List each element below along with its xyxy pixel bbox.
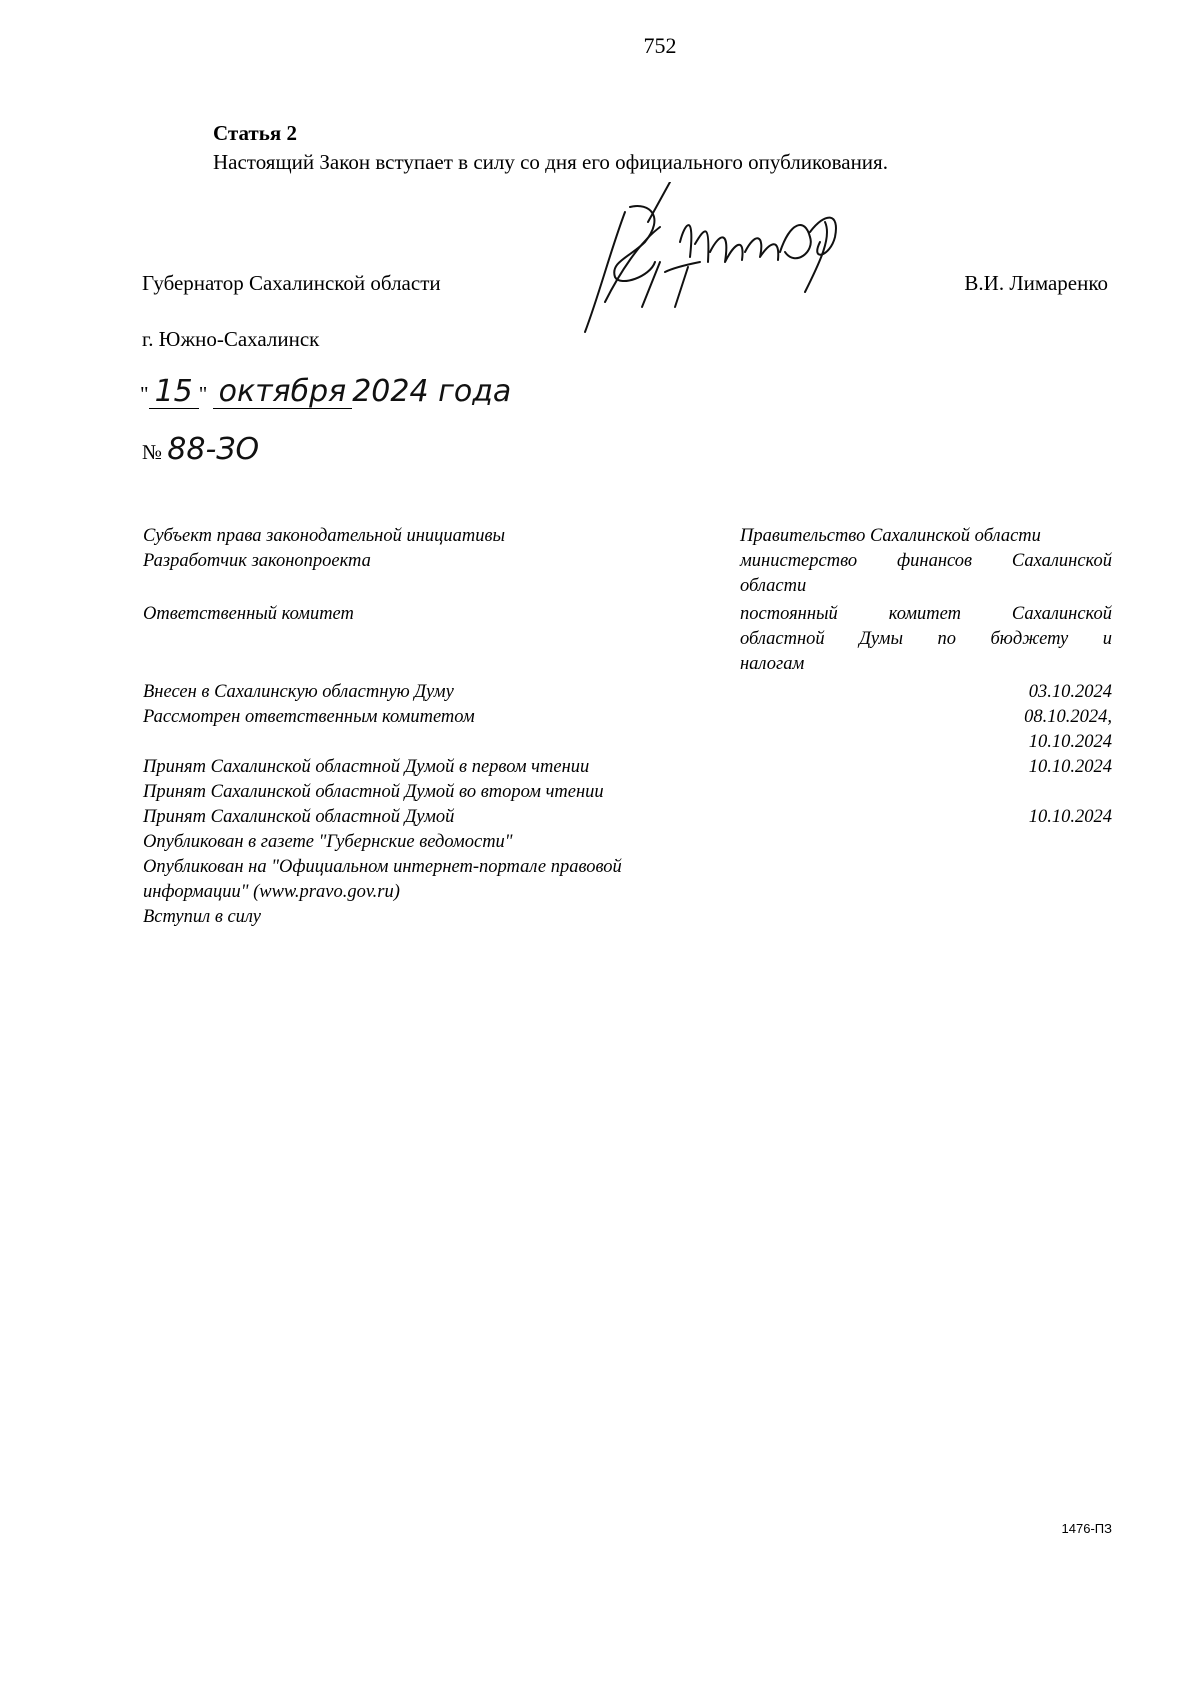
developer-value-line1: министерство финансов Сахалинской: [740, 551, 1112, 571]
date-month: октября: [213, 376, 353, 409]
first-reading-date: 10.10.2024: [1028, 757, 1112, 777]
law-number: [142, 432, 259, 467]
signature-image: [570, 182, 890, 372]
date-quote-close: ": [198, 382, 208, 406]
signer-name: В.И. Лимаренко: [964, 271, 1108, 295]
document-code: 1476-ПЗ: [1061, 1521, 1112, 1536]
subject-label: Субъект права законодательной инициативы: [143, 526, 506, 546]
reviewed-label: Рассмотрен ответственным комитетом: [143, 707, 475, 727]
article-heading: Статья 2: [213, 121, 297, 145]
committee-value-line2: областной Думы по бюджету и: [740, 629, 1112, 649]
signer-position: Губернатор Сахалинской области: [142, 271, 441, 295]
developer-label: Разработчик законопроекта: [143, 551, 371, 571]
committee-value-line3: налогам: [740, 654, 805, 674]
published-portal-label-line2: информации" (www.pravo.gov.ru): [143, 882, 400, 902]
published-portal-label-line1: Опубликован на "Официальном интернет-портале правовой: [143, 857, 622, 877]
date-year: 2024 года: [352, 374, 512, 409]
adopted-label: Принят Сахалинской областной Думой: [143, 807, 455, 827]
committee-label: Ответственный комитет: [143, 604, 354, 624]
committee-value-line1: постоянный комитет Сахалинской: [740, 604, 1112, 624]
number-symbol: №: [142, 440, 163, 464]
date-day: 15: [149, 376, 199, 409]
page-number: 752: [643, 33, 677, 58]
in-force-label: Вступил в силу: [143, 907, 261, 927]
second-reading-label: Принят Сахалинской областной Думой во втором чтении: [143, 782, 604, 802]
first-reading-label: Принят Сахалинской областной Думой в первом чтении: [143, 757, 590, 777]
introduced-date: 03.10.2024: [1028, 682, 1112, 702]
developer-value-line2: области: [740, 576, 807, 596]
published-newspaper-label: Опубликован в газете "Губернские ведомости": [143, 832, 513, 852]
article-text: Настоящий Закон вступает в силу со дня его официального опубликования.: [213, 150, 888, 174]
subject-value: Правительство Сахалинской области: [740, 526, 1041, 546]
signing-date: [140, 374, 511, 409]
introduced-label: Внесен в Сахалинскую областную Думу: [143, 682, 454, 702]
city: г. Южно-Сахалинск: [142, 327, 320, 351]
reviewed-date-2: 10.10.2024: [1028, 732, 1112, 752]
adopted-date: 10.10.2024: [1028, 807, 1112, 827]
number-value: 88-ЗО: [167, 432, 260, 467]
date-quote-open: ": [140, 382, 149, 406]
reviewed-date-1: 08.10.2024,: [1024, 707, 1112, 727]
